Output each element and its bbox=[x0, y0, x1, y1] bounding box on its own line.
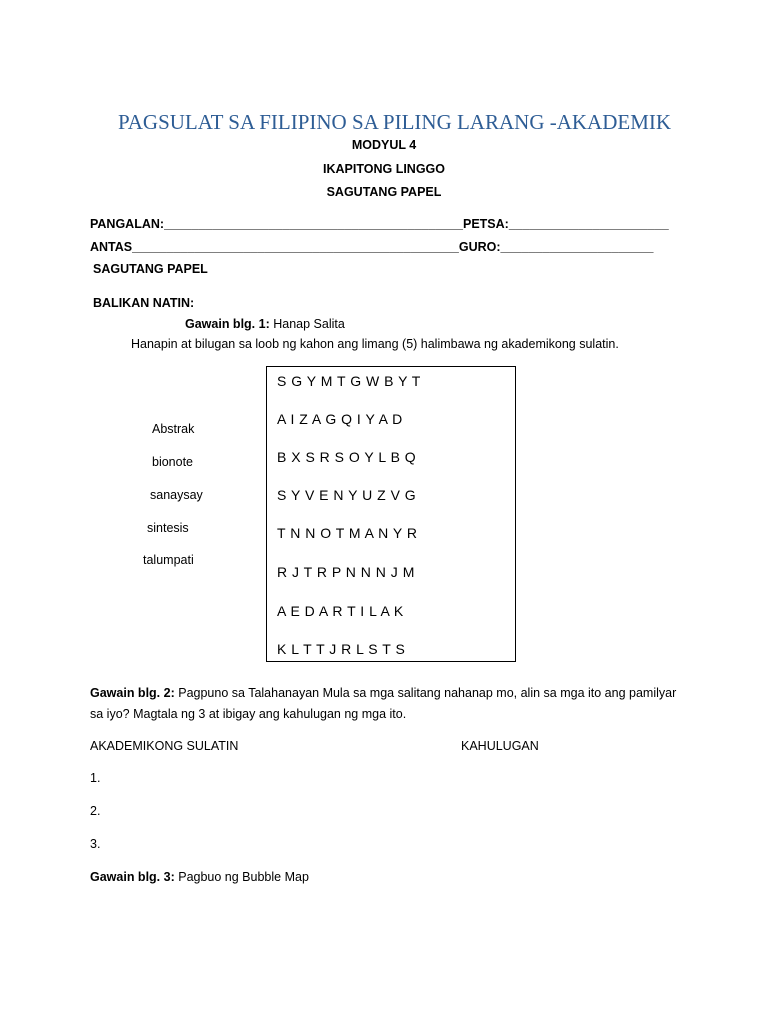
activity-1-instruction: Hanapin at bilugan sa loob ng kahon ang limang (5) halimbawa ng akademikong sulatin. bbox=[131, 337, 619, 351]
grid-row: R J T R P N N N J M bbox=[277, 564, 415, 580]
activity-3-heading bbox=[90, 870, 309, 884]
list-number: 1. bbox=[90, 771, 101, 785]
word-item: Abstrak bbox=[152, 422, 195, 436]
activity-3-label: Gawain blg. 3: bbox=[90, 870, 175, 884]
word-search-grid bbox=[266, 366, 516, 662]
activity-2-text: Pagpuno sa Talahanayan Mula sa mga salitang nahanap mo, alin sa mga ito ang pamilyar bbox=[178, 686, 677, 700]
answer-sheet-label: SAGUTANG PAPEL bbox=[326, 185, 442, 199]
word-item: bionote bbox=[152, 455, 194, 469]
grid-row: T N N O T M A N Y R bbox=[277, 525, 418, 541]
table-header-right: KAHULUGAN bbox=[461, 739, 539, 753]
activity-1-label: Gawain blg. 1: bbox=[185, 317, 270, 331]
word-item: sintesis bbox=[147, 521, 189, 535]
word-item: talumpati bbox=[143, 553, 194, 567]
module-label: MODYUL 4 bbox=[351, 138, 417, 152]
list-number: 2. bbox=[90, 804, 101, 818]
activity-2-label: Gawain blg. 2: bbox=[90, 686, 175, 700]
grid-row: S G Y M T G W B Y T bbox=[277, 373, 421, 389]
grid-row: A E D A R T I L A K bbox=[277, 603, 404, 619]
balikan-heading: BALIKAN NATIN: bbox=[93, 296, 195, 310]
document-title: PAGSULAT SA FILIPINO SA PILING LARANG -AKADEMIK bbox=[118, 110, 672, 134]
week-label: IKAPITONG LINGGO bbox=[323, 162, 445, 176]
activity-2-line-2: sa iyo? Magtala ng 3 at ibigay ang kahulugan ng mga ito. bbox=[90, 707, 407, 721]
answer-sheet-heading: SAGUTANG PAPEL bbox=[93, 262, 208, 276]
activity-1-heading bbox=[185, 317, 345, 331]
grid-row: B X S R S O Y L B Q bbox=[277, 449, 417, 465]
grid-row: S Y V E N Y U Z V G bbox=[277, 487, 417, 503]
list-number: 3. bbox=[90, 837, 101, 851]
activity-1-title: Hanap Salita bbox=[273, 317, 345, 331]
name-date-line: PANGALAN:___________________________________________PETSA:_______________________ bbox=[90, 217, 669, 231]
grid-row: A I Z A G Q I Y A D bbox=[277, 411, 403, 427]
grid-row: K L T T J R L S T S bbox=[277, 641, 406, 657]
level-teacher-line: ANTAS_______________________________________________GURO:______________________ bbox=[90, 240, 654, 254]
activity-2-line-1 bbox=[90, 686, 676, 700]
activity-3-text: Pagbuo ng Bubble Map bbox=[178, 870, 309, 884]
word-item: sanaysay bbox=[150, 488, 203, 502]
table-header-left: AKADEMIKONG SULATIN bbox=[90, 739, 239, 753]
